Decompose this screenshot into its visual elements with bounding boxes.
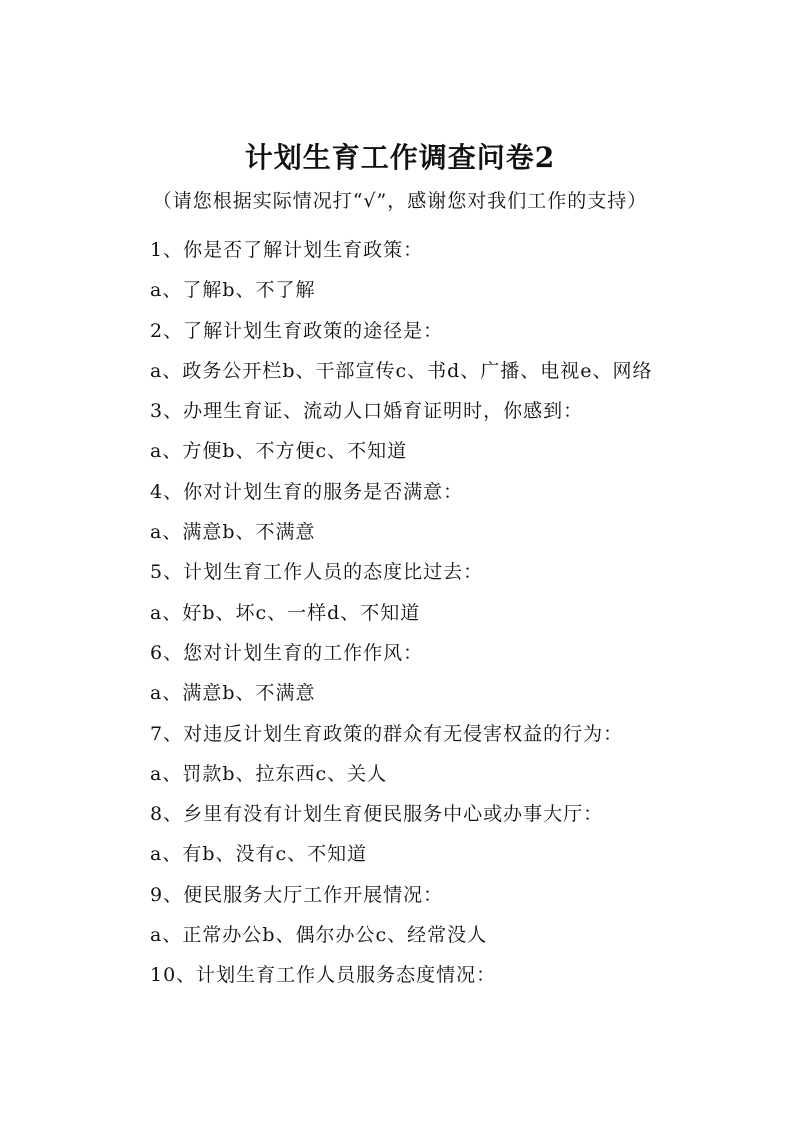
question-6: 6、您对计划生育的工作作风： bbox=[150, 641, 424, 664]
answer-options-9: a、正常办公b、偶尔办公c、经常没人 bbox=[150, 924, 488, 947]
document-title: 计划生育工作调查问卷2 bbox=[244, 141, 556, 174]
question-9: 9、便民服务大厅工作开展情况： bbox=[150, 883, 444, 906]
answer-options-6: a、满意b、不满意 bbox=[150, 682, 316, 705]
question-3: 3、办理生育证、流动人口婚育证明时，你感到： bbox=[150, 400, 584, 423]
question-4: 4、你对计划生育的服务是否满意： bbox=[150, 480, 464, 503]
answer-options-7: a、罚款b、拉东西c、关人 bbox=[150, 762, 388, 785]
questionnaire-body bbox=[150, 230, 770, 996]
answer-options-5: a、好b、坏c、一样d、不知道 bbox=[150, 601, 421, 624]
question-5: 5、计划生育工作人员的态度比过去： bbox=[150, 561, 484, 584]
answer-options-8: a、有b、没有c、不知道 bbox=[150, 843, 368, 866]
question-7: 7、对违反计划生育政策的群众有无侵害权益的行为： bbox=[150, 722, 624, 745]
question-2: 2、了解计划生育政策的途径是： bbox=[150, 319, 444, 342]
answer-options-3: a、方便b、不方便c、不知道 bbox=[150, 440, 408, 463]
question-10: 10、计划生育工作人员服务态度情况： bbox=[150, 964, 497, 987]
question-8: 8、乡里有没有计划生育便民服务中心或办事大厅： bbox=[150, 803, 604, 826]
answer-options-2: a、政务公开栏b、干部宣传c、书d、广播、电视e、网络 bbox=[150, 359, 653, 382]
answer-options-4: a、满意b、不满意 bbox=[150, 521, 316, 544]
document-subtitle: （请您根据实际情况打“√”，感谢您对我们工作的支持） bbox=[152, 190, 648, 212]
answer-options-1: a、了解b、不了解 bbox=[150, 279, 316, 302]
question-1: 1、你是否了解计划生育政策： bbox=[150, 239, 424, 261]
